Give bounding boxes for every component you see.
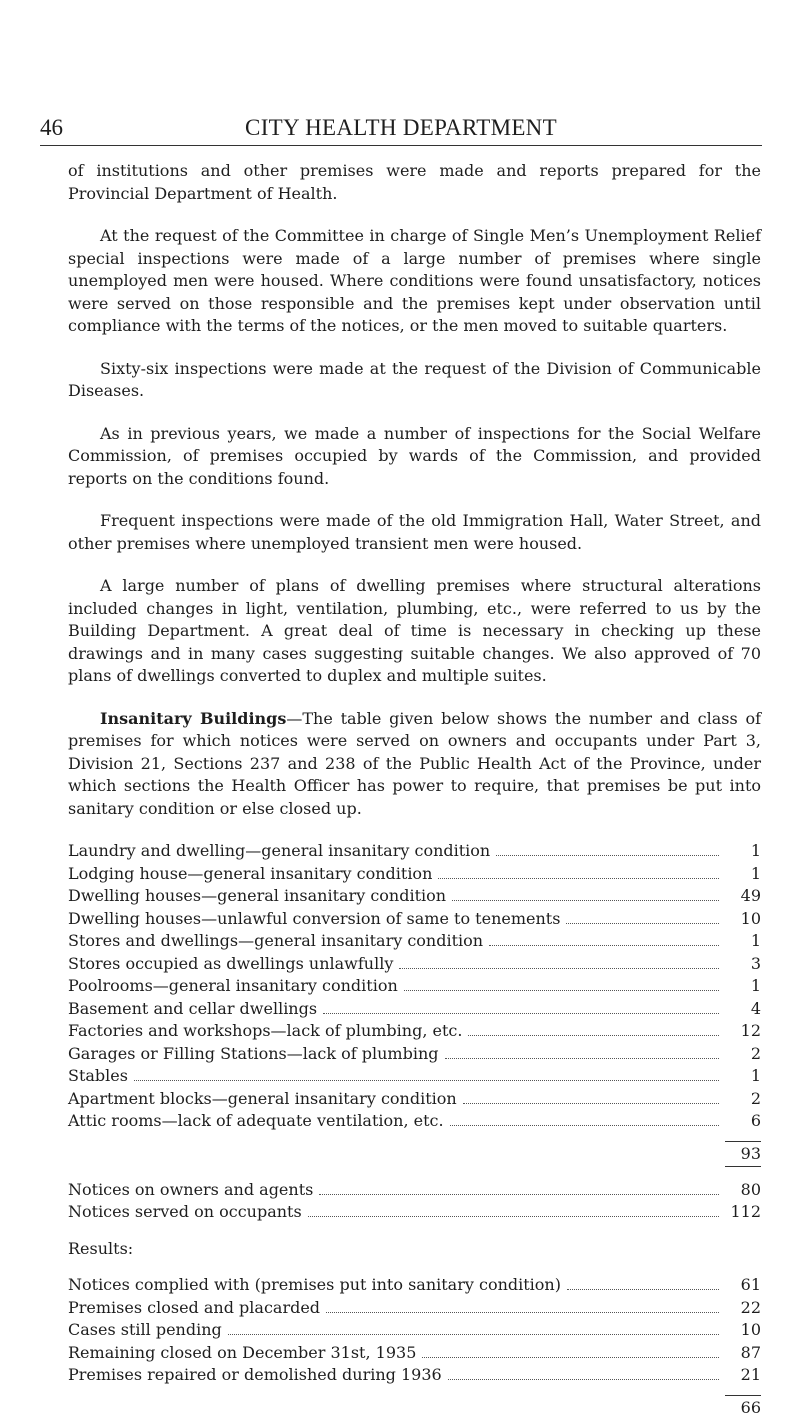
row-label: Basement and cellar dwellings [68, 998, 318, 1018]
paragraph-immigration-hall: Frequent inspections were made of the old Immigration Hall, Water Street, and other premises where unemployed transient men were housed. [68, 511, 761, 553]
dot-leader [489, 945, 719, 946]
total-value: 93 [740, 1143, 761, 1163]
dot-leader [567, 1289, 719, 1290]
dot-leader [445, 1058, 720, 1059]
row-value: 1 [750, 841, 761, 860]
row-value: 80 [740, 1179, 761, 1199]
dot-leader [438, 878, 719, 879]
table-row [68, 1065, 761, 1088]
page-number: 46 [40, 115, 63, 140]
dot-leader [468, 1035, 719, 1036]
table-row [68, 908, 761, 931]
table-row [68, 1319, 761, 1342]
row-label: Factories and workshops—lack of plumbing, etc. [68, 1021, 463, 1040]
row-value: 6 [750, 1111, 761, 1130]
table-row [68, 1297, 761, 1320]
table-row [68, 975, 761, 998]
row-label: Premises closed and placarded [68, 1297, 321, 1317]
row-value: 21 [740, 1365, 761, 1384]
dot-leader [496, 855, 719, 856]
row-value: 87 [740, 1342, 761, 1362]
row-label: Remaining closed on December 31st, 1935 [68, 1342, 417, 1362]
row-value: 112 [730, 1202, 761, 1221]
running-title: CITY HEALTH DEPARTMENT [245, 115, 557, 140]
table-row [68, 885, 761, 908]
row-label: Premises repaired or demolished during 1936 [68, 1365, 442, 1384]
row-label: Stores and dwellings—general insanitary condition [68, 931, 484, 950]
premises-total [68, 1142, 761, 1166]
row-label: Notices on owners and agents [68, 1179, 314, 1199]
row-label: Notices complied with (premises put into sanitary condition) [68, 1275, 561, 1294]
row-value: 61 [740, 1275, 761, 1294]
table-row [68, 863, 761, 886]
row-label: Stores occupied as dwellings unlawfully [68, 953, 394, 973]
dot-leader [319, 1194, 719, 1195]
row-value: 12 [740, 1021, 761, 1040]
insanitary-text: —The table given below shows the number and class of premises for which notices were served on owners and occupants under Part 3, Division 21, Sections 237 and 238 of the Public Health Act of the Province, under which sections the Health Officer has power to require, that premises be put into sanitary condition or else closed up. [68, 708, 761, 818]
row-label: Dwelling houses—unlawful conversion of same to tenements [68, 908, 561, 928]
dot-leader [463, 1103, 719, 1104]
row-label: Dwelling houses—general insanitary condition [68, 886, 447, 905]
dot-leader [134, 1080, 719, 1081]
row-label: Garages or Filling Stations—lack of plumbing [68, 1043, 439, 1063]
dot-leader [228, 1334, 719, 1335]
dot-leader [450, 1125, 719, 1126]
dot-leader [399, 968, 719, 969]
premises-table [68, 840, 761, 1133]
paragraph-continuation: of institutions and other premises were made and reports prepared for the Provincial Department of Health. [68, 161, 761, 203]
table-row [68, 930, 761, 953]
row-label: Poolrooms—general insanitary condition [68, 976, 398, 995]
table-row [68, 1088, 761, 1111]
row-value: 1 [750, 863, 761, 883]
row-label: Lodging house—general insanitary condition [68, 863, 433, 883]
row-value: 1 [750, 1066, 761, 1085]
row-value: 1 [750, 976, 761, 995]
table-row [68, 1043, 761, 1066]
dot-leader [448, 1379, 719, 1380]
row-label: Stables [68, 1066, 128, 1085]
table-row [68, 1364, 761, 1387]
notices-table [68, 1179, 761, 1224]
dot-leader [326, 1312, 719, 1313]
paragraph-social-welfare: As in previous years, we made a number of inspections for the Social Welfare Commission, of premises occupied by wards of the Commission, and provided reports on the conditions found. [68, 423, 761, 488]
insanitary-lead: Insanitary Buildings [100, 708, 287, 728]
total-value: 66 [740, 1397, 761, 1417]
row-label: Attic rooms—lack of adequate ventilation, etc. [68, 1111, 444, 1130]
row-value: 10 [740, 1320, 761, 1339]
page-header [40, 113, 762, 146]
row-label: Cases still pending [68, 1320, 222, 1339]
table-row [68, 1179, 761, 1202]
dot-leader [323, 1013, 719, 1014]
dot-leader [404, 990, 719, 991]
results-total [68, 1396, 761, 1420]
row-value: 1 [750, 931, 761, 950]
row-value: 3 [750, 953, 761, 973]
paragraph-unemployment-relief: At the request of the Committee in charge of Single Men’s Unemployment Relief special inspections were made of a large number of premises where single unemployed men were housed. Where conditions were found unsatisfactory, notices were served on those responsible and the premises kept under observation until compliance with the terms of the notices, or the men moved to suitable quarters. [68, 226, 761, 335]
table-row [68, 953, 761, 976]
row-value: 4 [750, 998, 761, 1018]
table-row [68, 1274, 761, 1297]
page-body [68, 160, 761, 1420]
row-value: 2 [750, 1088, 761, 1108]
table-row [68, 1020, 761, 1043]
dot-leader [566, 923, 719, 924]
row-value: 10 [740, 908, 761, 928]
results-heading: Results: [68, 1238, 134, 1258]
row-value: 22 [740, 1297, 761, 1317]
table-row [68, 840, 761, 863]
results-table [68, 1274, 761, 1387]
row-label: Apartment blocks—general insanitary condition [68, 1088, 457, 1108]
row-value: 2 [750, 1043, 761, 1063]
paragraph-communicable-diseases: Sixty-six inspections were made at the request of the Division of Communicable Diseases. [68, 358, 761, 400]
row-label: Notices served on occupants [68, 1202, 302, 1221]
paragraph-insanitary-buildings [68, 708, 761, 821]
table-row [68, 1201, 761, 1224]
table-row [68, 1342, 761, 1365]
dot-leader [452, 900, 719, 901]
table-row [68, 998, 761, 1021]
table-row [68, 1110, 761, 1133]
paragraph-building-plans: A large number of plans of dwelling premises where structural alterations included changes in light, ventilation, plumbing, etc., were referred to us by the Building Department. A great deal of time is necessary in checking up these drawings and in many cases suggesting suitable changes. We also approved of 70 plans of dwellings converted to duplex and multiple suites. [68, 576, 761, 685]
row-value: 49 [740, 886, 761, 905]
row-label: Laundry and dwelling—general insanitary condition [68, 841, 491, 860]
dot-leader [308, 1216, 719, 1217]
